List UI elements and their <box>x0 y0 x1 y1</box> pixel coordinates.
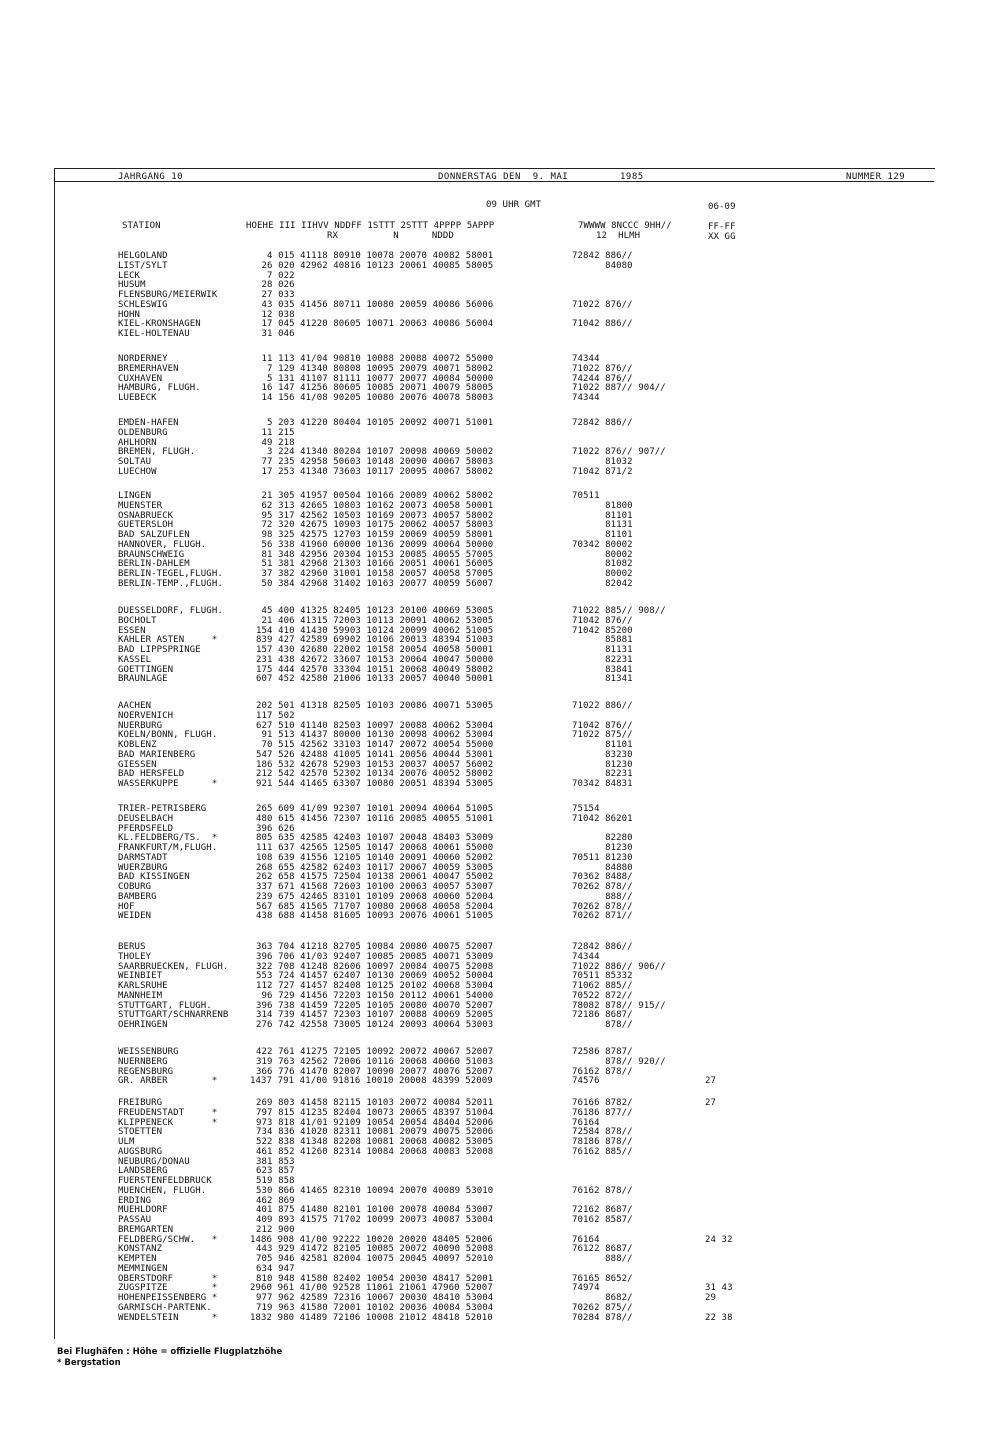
station-name: EMDEN-HAFEN <box>118 418 179 428</box>
station-group7: 70511 85332 <box>572 971 633 982</box>
station-name: KONSTANZ <box>118 1244 163 1255</box>
station-name: LANDSBERG <box>118 1166 168 1177</box>
station-codes: 422 761 41275 72105 10092 20072 40067 52007 <box>256 1047 494 1057</box>
station-name: HUSUM <box>118 280 146 291</box>
station-codes: 462 869 <box>256 1195 295 1206</box>
station-name: BREMEN, FLUGH. <box>118 447 196 458</box>
station-name: WEISSENBURG <box>118 1047 179 1057</box>
station-codes: 1437 791 41/00 91816 10010 20008 48399 52009 <box>250 1076 493 1087</box>
station-name: BAD HERSFELD <box>118 769 185 780</box>
group7-column-subheader: 12 HLMH <box>596 231 641 241</box>
station-codes: 443 929 41472 82105 10085 20072 40090 52008 <box>256 1244 494 1255</box>
station-group7: 71022 886// <box>572 701 633 711</box>
station-name: PASSAU <box>118 1215 152 1225</box>
station-group7: 70262 878// <box>572 901 633 912</box>
station-name: OBERSTDORF * <box>118 1273 218 1284</box>
station-group7: 83230 <box>572 749 633 760</box>
station-codes: 51 381 42968 21303 10166 20051 40061 56005 <box>256 559 494 570</box>
station-codes: 265 609 41/09 92307 10101 20094 40064 51005 <box>256 804 494 814</box>
station-codes: 401 875 41480 82101 10100 20078 40084 53007 <box>256 1205 494 1216</box>
station-name: BAD MARIENBERG <box>118 749 196 760</box>
station-name: BERLIN-TEMP.,FLUGH. <box>118 578 223 589</box>
station-codes: 547 526 42488 41005 10141 20056 40044 53001 <box>256 749 494 760</box>
station-ff: 27 <box>705 1098 717 1108</box>
station-name: AHLHORN <box>118 437 157 448</box>
code-column-subheader: RX N NDDD <box>327 231 454 241</box>
station-group7: 70162 8587/ <box>572 1215 633 1225</box>
station-codes: 276 742 42558 73005 10124 20093 40064 53003 <box>256 1020 494 1030</box>
station-name: OSNABRUECK <box>118 510 174 521</box>
station-name: BAMBERG <box>118 891 157 902</box>
station-codes: 17 045 41220 80605 10071 20063 40086 56004 <box>256 319 494 330</box>
station-group7: 70362 8488/ <box>572 872 633 883</box>
station-name: FUERSTENFELDBRUCK <box>118 1176 212 1186</box>
station-group7: 71022 886// 906// <box>572 961 666 972</box>
station-codes: 49 218 <box>256 437 295 448</box>
station-name: MUENSTER <box>118 500 163 511</box>
station-group7: 71062 885// <box>572 981 633 991</box>
station-codes: 26 020 42962 40816 10123 20061 40085 58005 <box>256 260 494 271</box>
station-codes: 16 147 41256 80605 10085 20071 40079 58005 <box>256 383 494 394</box>
station-name: ESSEN <box>118 625 146 636</box>
station-name: DARMSTADT <box>118 852 168 863</box>
station-group7: 70342 84831 <box>572 779 633 789</box>
station-codes: 810 948 41580 82402 10054 20030 48417 52001 <box>256 1273 494 1284</box>
station-column-header: STATION <box>122 221 161 231</box>
station-group7: 71022 876// <box>572 363 633 374</box>
station-codes: 409 893 41575 71702 10099 20073 40087 53004 <box>256 1215 494 1225</box>
station-group7: 74974 <box>572 1283 600 1294</box>
station-name: GUETERSLOH <box>118 520 174 531</box>
station-codes: 319 763 42562 72006 10116 20068 40060 51003 <box>256 1056 494 1067</box>
station-group7: 76162 878// <box>572 1066 633 1077</box>
station-name: FELDBERG/SCHW. * <box>118 1234 218 1245</box>
period-label: 06-09 <box>708 202 736 212</box>
station-codes: 1832 980 41489 72106 10008 21012 48418 52010 <box>250 1312 493 1323</box>
station-codes: 839 427 42589 69902 10106 20013 48394 51003 <box>256 635 494 646</box>
station-group7: 72842 886// <box>572 942 633 952</box>
station-name: LUECHOW <box>118 466 157 477</box>
station-group7: 81032 <box>572 457 633 467</box>
jahrgang-label: JAHRGANG 10 <box>118 172 184 182</box>
nummer-label: NUMMER 129 <box>846 172 906 182</box>
station-group7: 85881 <box>572 635 633 646</box>
station-group7: 80002 <box>572 549 633 560</box>
station-name: STUTTGART/SCHNARRENB <box>118 1010 229 1021</box>
station-name: SCHLESWIG <box>118 299 168 310</box>
station-codes: 396 738 41459 72205 10105 20080 40070 52007 <box>256 1000 494 1011</box>
station-codes: 805 635 42585 42403 10107 20048 48403 53009 <box>256 833 494 844</box>
year-label: 1985 <box>620 172 644 182</box>
station-group7: 71022 887// 904// <box>572 383 666 394</box>
station-group7: 71022 875// <box>572 730 633 741</box>
station-group7: 74344 <box>572 951 600 962</box>
station-name: CUXHAVEN <box>118 373 163 384</box>
station-name: MANNHEIM <box>118 990 163 1001</box>
station-group7: 81230 <box>572 759 633 770</box>
station-codes: 77 235 42958 50603 10148 20090 40067 58003 <box>256 457 494 467</box>
station-codes: 37 382 42960 31001 10158 20057 40058 57005 <box>256 569 494 579</box>
station-codes: 45 400 41325 82405 10123 20100 40069 53005 <box>256 606 494 616</box>
station-codes: 14 156 41/08 90205 10080 20076 40078 58003 <box>256 393 494 403</box>
station-group7: 81341 <box>572 674 633 685</box>
station-codes: 21 305 41957 00504 10166 20089 40062 58002 <box>256 491 494 501</box>
station-group7: 74244 876// <box>572 373 633 384</box>
station-codes: 705 946 42581 82004 10075 20045 40097 52010 <box>256 1254 494 1264</box>
station-name: DUESSELDORF, FLUGH. <box>118 606 223 616</box>
ff-column-header: FF-FF <box>708 222 736 232</box>
station-name: FREUDENSTADT * <box>118 1107 218 1118</box>
station-name: KL.FELDBERG/TS. * <box>118 833 218 844</box>
station-codes: 262 658 41575 72504 10138 20061 40047 55002 <box>256 872 494 883</box>
station-group7: 70522 872// <box>572 990 633 1001</box>
station-group7: 70262 878// <box>572 882 633 892</box>
station-codes: 108 639 41556 12105 10140 20091 40060 52002 <box>256 852 494 863</box>
station-codes: 522 838 41348 82208 10081 20068 40082 53005 <box>256 1137 494 1147</box>
footer-note: Bei Flughäfen : Höhe = offizielle Flugplatzhöhe <box>57 1347 283 1357</box>
station-codes: 519 858 <box>256 1176 295 1186</box>
station-codes: 268 655 42582 62403 10117 20067 40059 53005 <box>256 862 494 873</box>
station-group7: 71042 886// <box>572 319 633 330</box>
station-name: GIESSEN <box>118 759 157 770</box>
station-codes: 7 129 41340 80808 10095 20079 40071 58002 <box>256 363 494 374</box>
station-codes: 567 685 41565 71707 10080 20068 40058 52004 <box>256 901 494 912</box>
station-name: GOETTINGEN <box>118 664 174 675</box>
station-group7: 84080 <box>572 260 633 271</box>
station-name: BAD KISSINGEN <box>118 872 190 883</box>
station-group7: 82231 <box>572 654 633 665</box>
station-ff: 22 38 <box>705 1312 733 1323</box>
station-name: BERUS <box>118 942 146 952</box>
station-name: BRAUNLAGE <box>118 674 168 685</box>
station-ff: 29 <box>705 1293 717 1303</box>
station-group7: 81131 <box>572 645 633 655</box>
station-name: LECK <box>118 270 141 281</box>
station-group7: 71042 871/2 <box>572 466 633 477</box>
station-group7: 76164 <box>572 1117 600 1128</box>
group7-column-header: 7WWWW 8NCCC 9HH// <box>578 221 672 231</box>
station-name: KOELN/BONN, FLUGH. <box>118 730 218 741</box>
station-name: BREMERHAVEN <box>118 363 179 374</box>
station-codes: 111 637 42565 12505 10147 20068 40061 55000 <box>256 843 494 853</box>
station-name: KASSEL <box>118 654 152 665</box>
station-group7: 74344 <box>572 393 600 403</box>
station-codes: 634 947 <box>256 1263 295 1274</box>
station-codes: 973 818 41/01 92109 10054 20054 48404 52006 <box>256 1117 494 1128</box>
station-group7: 72842 886// <box>572 418 633 428</box>
station-name: WEINBIET <box>118 971 163 982</box>
station-name: KAHLER ASTEN * <box>118 635 218 646</box>
station-name: OEHRINGEN <box>118 1020 168 1030</box>
station-codes: 2960 961 41/00 92528 11061 21061 47960 52007 <box>250 1283 493 1294</box>
station-group7: 76165 8652/ <box>572 1273 633 1284</box>
station-group7: 888// <box>572 1254 633 1264</box>
station-codes: 95 317 42562 10503 10169 20073 40057 58002 <box>256 510 494 521</box>
station-name: BOCHOLT <box>118 615 157 626</box>
station-name: HAMBURG, FLUGH. <box>118 383 201 394</box>
station-group7: 71022 885// 908// <box>572 606 666 616</box>
station-name: NOERVENICH <box>118 710 174 721</box>
station-codes: 62 313 42665 10803 10162 20073 40058 50001 <box>256 500 494 511</box>
station-group7: 71042 85200 <box>572 625 633 636</box>
station-name: SOLTAU <box>118 457 152 467</box>
station-name: LUEBECK <box>118 393 157 403</box>
station-codes: 3 224 41340 80204 10107 20098 40069 50002 <box>256 447 494 458</box>
station-group7: 82280 <box>572 833 633 844</box>
station-name: ZUGSPITZE * <box>118 1283 218 1294</box>
station-codes: 231 438 42672 33607 10153 20064 40047 50000 <box>256 654 494 665</box>
footer-legend: * Bergstation <box>57 1358 121 1368</box>
station-name: WUERZBURG <box>118 862 168 873</box>
station-group7: 76164 <box>572 1234 600 1245</box>
station-group7: 76166 8782/ <box>572 1098 633 1108</box>
station-codes: 797 815 41235 82404 10073 20065 48397 51004 <box>256 1107 494 1118</box>
station-name: TRIER-PETRISBERG <box>118 804 207 814</box>
station-codes: 7 022 <box>256 270 295 281</box>
station-group7: 84880 <box>572 862 633 873</box>
station-name: MEMMINGEN <box>118 1263 168 1274</box>
station-codes: 11 113 41/04 90810 10088 20088 40072 55000 <box>256 354 494 364</box>
station-name: NUERNBERG <box>118 1056 168 1067</box>
station-name: KARLSRUHE <box>118 981 168 991</box>
station-name: COBURG <box>118 882 152 892</box>
station-codes: 438 688 41458 81605 10093 20076 40061 51005 <box>256 911 494 922</box>
station-codes: 28 026 <box>256 280 295 291</box>
station-name: MUEHLDORF <box>118 1205 168 1216</box>
station-codes: 154 410 41430 59903 10124 20099 40062 51005 <box>256 625 494 636</box>
station-ff: 31 43 <box>705 1283 733 1294</box>
station-group7: 72586 8787/ <box>572 1047 633 1057</box>
station-codes: 212 542 42570 52302 10134 20076 40052 58002 <box>256 769 494 780</box>
station-codes: 5 203 41220 80404 10105 20092 40071 51001 <box>256 418 494 428</box>
station-name: HELGOLAND <box>118 251 168 261</box>
station-group7: 878// <box>572 1020 633 1030</box>
station-name: REGENSBURG <box>118 1066 174 1077</box>
station-codes: 607 452 42580 21006 10133 20057 40040 50001 <box>256 674 494 685</box>
station-name: WASSERKUPPE * <box>118 779 218 789</box>
date-label: DONNERSTAG DEN 9. MAI <box>438 172 569 182</box>
time-label: 09 UHR GMT <box>486 200 542 210</box>
station-codes: 117 502 <box>256 710 295 721</box>
station-group7: 81800 <box>572 500 633 511</box>
station-group7: 72162 8687/ <box>572 1205 633 1216</box>
station-group7: 82042 <box>572 578 633 589</box>
station-codes: 5 131 41107 81111 10077 20077 40084 50000 <box>256 373 494 384</box>
station-name: KOBLENZ <box>118 740 157 750</box>
station-codes: 337 671 41568 72603 10100 20063 40057 53007 <box>256 882 494 892</box>
station-name: NORDERNEY <box>118 354 168 364</box>
station-codes: 381 853 <box>256 1156 295 1167</box>
station-group7: 71042 876// <box>572 615 633 626</box>
station-codes: 96 729 41456 72203 10150 20112 40061 54000 <box>256 990 494 1001</box>
station-group7: 76186 877// <box>572 1107 633 1118</box>
code-column-header: HOEHE III IIHVV NDDFF 1STTT 2STTT 4PPPP 5APPP <box>246 221 495 231</box>
station-codes: 734 836 41020 82311 10081 20079 40075 52006 <box>256 1127 494 1138</box>
station-group7: 888// <box>572 891 633 902</box>
station-codes: 43 035 41456 80711 10080 20059 40086 56006 <box>256 299 494 310</box>
station-codes: 17 253 41340 73603 10117 20095 40067 58002 <box>256 466 494 477</box>
station-codes: 627 510 41140 82503 10097 20088 40062 53004 <box>256 720 494 731</box>
station-group7: 75154 <box>572 804 600 814</box>
station-group7: 72842 886// <box>572 251 633 261</box>
station-group7: 72186 8687/ <box>572 1010 633 1021</box>
station-name: NUERBURG <box>118 720 163 731</box>
station-group7: 81101 <box>572 740 633 750</box>
station-group7: 70342 80002 <box>572 539 633 550</box>
ff-column-subheader: XX GG <box>708 232 736 242</box>
station-codes: 50 384 42968 31402 10163 20077 40059 56007 <box>256 578 494 589</box>
station-group7: 80002 <box>572 569 633 579</box>
station-name: KIEL-KRONSHAGEN <box>118 319 201 330</box>
station-name: KLIPPENECK * <box>118 1117 218 1128</box>
station-name: FREIBURG <box>118 1098 163 1108</box>
station-group7: 8682/ <box>572 1293 633 1303</box>
station-codes: 480 615 41456 72307 10116 20085 40055 51001 <box>256 813 494 824</box>
station-codes: 530 866 41465 82310 10094 20070 40089 53010 <box>256 1185 494 1196</box>
station-group7: 78082 878// 915// <box>572 1000 666 1011</box>
station-name: GR. ARBER * <box>118 1076 218 1087</box>
station-name: STUTTGART, FLUGH. <box>118 1000 212 1011</box>
station-group7: 81082 <box>572 559 633 570</box>
station-name: WENDELSTEIN * <box>118 1312 218 1323</box>
station-group7: 70262 875// <box>572 1302 633 1313</box>
station-codes: 31 046 <box>256 329 295 339</box>
station-codes: 4 015 41118 80910 10078 20070 40082 58001 <box>256 251 494 261</box>
station-codes: 314 739 41457 72303 10107 20088 40069 52005 <box>256 1010 494 1021</box>
station-group7: 74576 <box>572 1076 600 1087</box>
station-group7: 81101 <box>572 530 633 540</box>
station-name: BAD LIPPSPRINGE <box>118 645 201 655</box>
station-group7: 70262 871// <box>572 911 633 922</box>
station-name: HOF <box>118 901 135 912</box>
station-codes: 72 320 42675 10903 10175 20062 40057 58003 <box>256 520 494 531</box>
station-group7: 71022 876// 907// <box>572 447 666 458</box>
station-codes: 322 708 41248 82606 10097 20084 40075 52008 <box>256 961 494 972</box>
station-name: MUENCHEN, FLUGH. <box>118 1185 207 1196</box>
station-name: HOHN <box>118 309 141 320</box>
station-name: BREMGARTEN <box>118 1224 174 1235</box>
station-codes: 719 963 41580 72001 10102 20036 40084 53004 <box>256 1302 494 1313</box>
station-group7: 82231 <box>572 769 633 780</box>
station-name: GARMISCH-PARTENK. <box>118 1302 212 1313</box>
station-codes: 21 406 41315 72003 10113 20091 40062 53005 <box>256 615 494 626</box>
station-ff: 27 <box>705 1076 717 1087</box>
station-codes: 977 962 42589 72316 10067 20030 48410 53004 <box>256 1293 494 1303</box>
station-codes: 12 038 <box>256 309 295 320</box>
station-codes: 81 348 42956 20304 10153 20085 40055 57005 <box>256 549 494 560</box>
station-codes: 70 515 42562 33103 10147 20072 40054 55000 <box>256 740 494 750</box>
station-name: STOETTEN <box>118 1127 163 1138</box>
station-codes: 112 727 41457 82408 10125 20102 40068 53004 <box>256 981 494 991</box>
station-group7: 83841 <box>572 664 633 675</box>
station-name: AACHEN <box>118 701 152 711</box>
station-group7: 81131 <box>572 520 633 531</box>
station-codes: 11 215 <box>256 427 295 438</box>
station-name: PFERDSFELD <box>118 823 174 834</box>
station-group7: 71042 86201 <box>572 813 633 824</box>
station-group7: 78186 878// <box>572 1137 633 1147</box>
station-codes: 98 325 42575 12703 10159 20069 40059 58001 <box>256 530 494 540</box>
station-ff: 24 32 <box>705 1234 733 1245</box>
station-name: NEUBURG/DONAU <box>118 1156 190 1167</box>
station-name: ULM <box>118 1137 135 1147</box>
station-group7: 878// 920// <box>572 1056 666 1067</box>
station-name: ERDING <box>118 1195 152 1206</box>
station-name: AUGSBURG <box>118 1146 163 1157</box>
station-codes: 396 626 <box>256 823 295 834</box>
station-group7: 70511 81230 <box>572 852 633 863</box>
station-name: FLENSBURG/MEIERWIK <box>118 290 218 300</box>
station-name: LINGEN <box>118 491 152 501</box>
station-group7: 76122 8687/ <box>572 1244 633 1255</box>
station-codes: 175 444 42570 33304 10151 20068 40049 58002 <box>256 664 494 675</box>
station-codes: 157 430 42680 22002 10158 20054 40058 50001 <box>256 645 494 655</box>
station-group7: 70511 <box>572 491 600 501</box>
station-name: DEUSELBACH <box>118 813 174 824</box>
station-codes: 1486 908 41/00 92222 10020 20020 48405 52006 <box>250 1234 493 1245</box>
station-name: WEIDEN <box>118 911 152 922</box>
station-name: LIST/SYLT <box>118 260 168 271</box>
station-name: SAARBRUECKEN, FLUGH. <box>118 961 229 972</box>
station-codes: 269 803 41458 82115 10103 20072 40084 52011 <box>256 1098 494 1108</box>
station-group7: 81230 <box>572 843 633 853</box>
station-name: HANNOVER, FLUGH. <box>118 539 207 550</box>
station-codes: 202 501 41318 82505 10103 20086 40071 53005 <box>256 701 494 711</box>
station-name: FRANKFURT/M,FLUGH. <box>118 843 218 853</box>
station-codes: 186 532 42678 52903 10153 20037 40057 56002 <box>256 759 494 770</box>
station-name: THOLEY <box>118 951 152 962</box>
station-codes: 396 706 41/03 92407 10085 20085 40071 53009 <box>256 951 494 962</box>
station-codes: 239 675 42465 83101 10109 20068 40060 52004 <box>256 891 494 902</box>
station-codes: 212 900 <box>256 1224 295 1235</box>
station-name: BERLIN-TEGEL,FLUGH. <box>118 569 223 579</box>
station-codes: 921 544 41465 63307 10080 20051 48394 53005 <box>256 779 494 789</box>
station-group7: 74344 <box>572 354 600 364</box>
station-codes: 91 513 41437 80000 10130 20098 40062 53004 <box>256 730 494 741</box>
station-group7: 76162 885// <box>572 1146 633 1157</box>
station-name: HOHENPEISSENBERG * <box>118 1293 218 1303</box>
station-codes: 461 852 41260 82314 10084 20068 40083 52008 <box>256 1146 494 1157</box>
station-name: BERLIN-DAHLEM <box>118 559 190 570</box>
station-group7: 70284 878// <box>572 1312 633 1323</box>
station-group7: 76162 878// <box>572 1185 633 1196</box>
station-codes: 366 776 41470 82007 10090 20077 40076 52007 <box>256 1066 494 1077</box>
station-codes: 27 033 <box>256 290 295 300</box>
station-name: OLDENBURG <box>118 427 168 438</box>
station-group7: 72584 878// <box>572 1127 633 1138</box>
station-name: KIEL-HOLTENAU <box>118 329 190 339</box>
station-group7: 71042 876// <box>572 720 633 731</box>
station-group7: 71022 876// <box>572 299 633 310</box>
station-name: BRAUNSCHWEIG <box>118 549 185 560</box>
station-name: KEMPTEN <box>118 1254 157 1264</box>
station-name: BAD SALZUFLEN <box>118 530 190 540</box>
station-codes: 363 704 41218 82705 10084 20080 40075 52007 <box>256 942 494 952</box>
station-group7: 81101 <box>572 510 633 521</box>
station-codes: 553 724 41457 62407 10130 20069 40052 50004 <box>256 971 494 982</box>
station-codes: 623 857 <box>256 1166 295 1177</box>
station-codes: 56 338 41960 60000 10136 20099 40064 50000 <box>256 539 494 550</box>
